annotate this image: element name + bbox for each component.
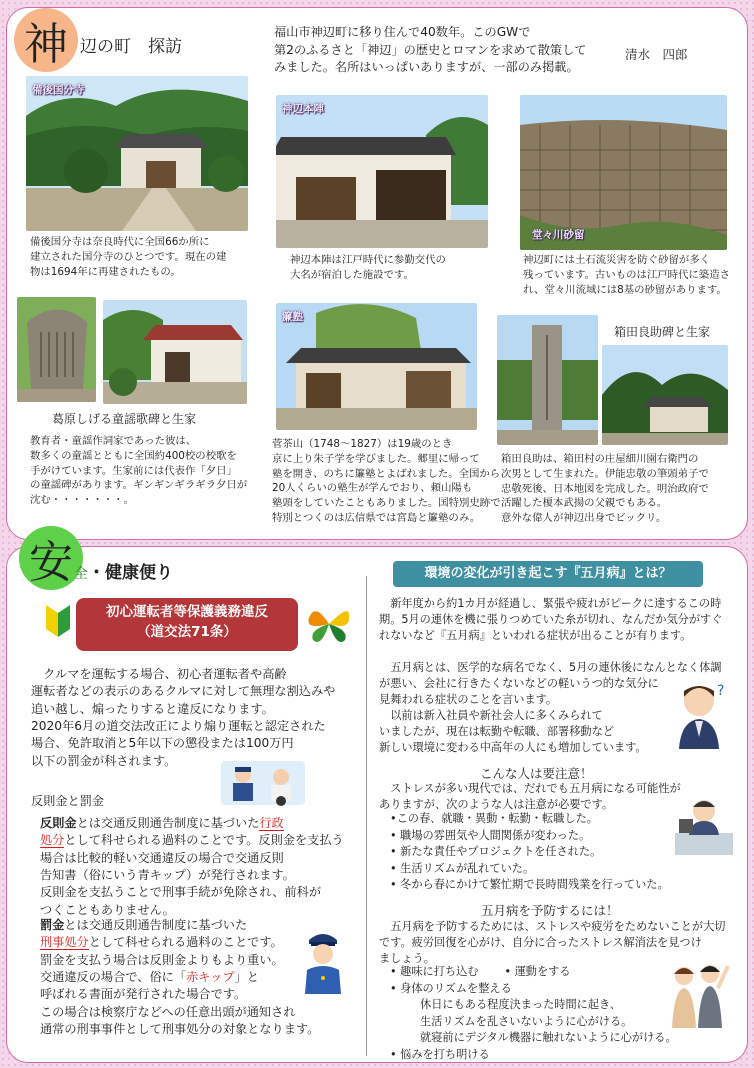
intro-text: 福山市神辺町に移り住んで40数年。このGWで 第2のふるさと「神辺」の歴史とロマンを求めて散策して みました。名所はいっぱいありますが、一部のみ掲載。	[274, 25, 587, 75]
prevention-heading: 五月病を予防するには！	[481, 903, 619, 918]
caption-renjuku: 菅茶山（1748～1827）は19歳のとき 京に上り朱子学を学びました。郷里に帰って 塾を開き、のちに簾塾とよばれました。全国から 20人くらいの塾生が学んでおり、頼山陽も 塾頭をしていたこともありました。国特別史跡で 特別とつくのは広信県では宮島と簾塾のみ。	[272, 438, 501, 524]
photo-label-honjin: 神辺本陣	[282, 103, 324, 115]
fine-criminal-text: 罰金とは交通反則通告制度に基づいた 刑事処分として科せられる過料のことです。 罰金を支払う場合は反則金よりもより重い。 交通違反の場合で、俗に「赤キップ」と 呼ばれる書面が発行された場合です。 この場合は検察庁などへの任意出頭が通知され 通常の刑事事件として刑事処分の対象となります。	[40, 918, 320, 1036]
heading-char-an: 安	[29, 537, 73, 588]
photo-label-sabo: 堂々川砂留	[532, 229, 585, 241]
photo-honjin	[276, 95, 488, 248]
caption-title-kuzuhara: 葛原しげる童謡歌碑と生家	[52, 412, 197, 426]
photo-hakoda-monument	[497, 315, 598, 445]
section-title-town: 辺の町 探訪	[80, 37, 182, 57]
heading-char: 神	[24, 19, 68, 70]
caution-intro: ストレスが多い現代では、だれでも五月病になる可能性が ありますが、次のような人は注意が必要です。	[379, 782, 681, 811]
heading-circle-kami	[14, 8, 78, 72]
photo-label-renjuku: 簾塾	[282, 311, 303, 323]
list-item: • 職場の雰囲気や人間関係が変わった。	[390, 828, 591, 842]
photo-hakoda-house	[602, 345, 728, 445]
tired-worker-illustration	[671, 793, 737, 859]
senior-mark-icon	[305, 600, 353, 648]
caption-kuzuhara: 教育者・童謡作詞家であった彼は、 数多くの童謡とともに全国約400校の校歌を 手がけています。生家前には代表作「夕日」 の童謡碑があります。ギンギンギラギラ夕日が 沈む・・・・・・・。	[30, 435, 248, 507]
list-item: • 冬から春にかけて繁忙期で長時間残業を行っていた。	[390, 878, 669, 892]
caption-title-hakoda: 箱田良助碑と生家	[614, 325, 711, 339]
traffic-intro: クルマを運転する場合、初心者運転者や高齢 運転者などの表示のあるクルマに対して無理な割込みや 追い越し、煽ったりすると違反になります。 2020年6月の道交法改正により煽り運転と認定された 場合、免許取消と5年以下の懲役または100万円 以下の罰金が科されます。	[31, 667, 336, 768]
beginner-mark-icon	[44, 603, 72, 639]
caption-honjin: 神辺本陣は江戸時代に参勤交代の 大名が宿泊した施設です。	[290, 254, 446, 281]
caution-heading: こんな人は要注意！	[480, 766, 593, 781]
fines-subhead: 反則金と罰金	[31, 794, 105, 808]
prevention-list: • 趣味に打ち込む • 運動をする • 身体のリズムを整える 休日にもある程度決まった時間に起き、 生活リズムを乱さいないように心がける。 就寝前にデジタル機器に触れないように心がける。 • 悩みを打ち明ける	[390, 964, 677, 1063]
photo-label-kokubunji: 備後国分寺	[32, 84, 85, 96]
prevention-intro: 五月病を予防するためには、ストレスや疲労をためないことが大切 です。疲労回復を心がけ、自分に合ったストレス解消法を見つけ ましょう。	[379, 920, 726, 965]
photo-kuzuhara-house	[103, 300, 247, 404]
list-item: • 趣味に打ち込む	[390, 965, 479, 978]
svg-text:?: ?	[717, 683, 725, 699]
photo-sabo	[520, 95, 727, 250]
may-sickness-p1: 新年度から約1カ月が経過し、緊張や疲れがピークに達するこの時 期。5月の連休を機に張りつめていた糸が切れ、なんだか気分がすぐ れないなど『五月病』といわれる症状が出ることが有ります。	[379, 597, 723, 642]
may-sickness-banner: 環境の変化が引き起こす『五月病』とは？	[393, 561, 703, 587]
fine-penalty-text: 反則金とは交通反則通告制度に基づいた行政 処分として科せられる過料のことです。反則金を支払う 場合は比較的軽い交通違反の場合で交通反則 告知書（俗にいう青キップ）が発行されます。 反則金を支払うことで刑事手続が免除され、前科が つくこともありません。	[40, 816, 344, 917]
cheering-people-illustration	[660, 958, 732, 1030]
may-sickness-p2: 五月病とは、医学的な病名でなく、5月の連休後になんとなく体調 が悪い、会社に行きたくないなどの軽いうつ的な気分に 見舞われる症状のことを言います。 以前は新入社員や新社会人に多くみられて いましたが、現在は転勤や転職、部署移動など 新しい環境に変わる中高年の人にも増加しています。	[379, 661, 722, 754]
list-item: • 生活リズムが乱れていた。	[390, 861, 535, 875]
list-item: • 身体のリズムを整える	[390, 981, 512, 995]
list-item: • 運動をする	[504, 965, 571, 978]
photo-kokubunji	[26, 76, 248, 231]
list-item: • 新たな責任やプロジェクトを任された。	[390, 845, 602, 859]
traffic-law-banner: 初心運転者等保護義務違反 （道交法71条）	[76, 598, 298, 651]
photo-renjuku	[276, 303, 477, 430]
caption-hakoda: 箱田良助は、箱田村の庄屋細川園右衛門の 次男として生まれた。伊能忠敬の筆頭弟子で 忠敬死後、日本地図を完成した。明治政府で 活躍した榎本武揚の父親でもある。 意外な偉人が神辺出身でビックリ。	[501, 453, 709, 525]
list-item: • 悩みを打ち明ける	[390, 1047, 490, 1061]
caption-sabo: 神辺町には土石流災害を防ぐ砂留が多く 残っています。古いものは江戸時代に築造さ れ、堂々川流域には8基の砂留があります。	[523, 254, 730, 296]
worried-man-illustration	[673, 679, 729, 751]
author-name: 清水 四郎	[625, 47, 688, 62]
caution-list	[390, 811, 669, 894]
police-scene-illustration	[219, 757, 307, 809]
list-item: •この春、就職・異動・転勤・転職した。	[390, 812, 598, 825]
column-divider	[366, 576, 367, 1056]
caption-kokubunji: 備後国分寺は奈良時代に全国66か所に 建立された国分寺のひとつです。現在の建 物は1694年に再建されたもの。	[30, 236, 227, 278]
section-title-safety: 全・健康便り	[74, 563, 173, 583]
photo-kuzuhara-monument	[17, 297, 96, 402]
